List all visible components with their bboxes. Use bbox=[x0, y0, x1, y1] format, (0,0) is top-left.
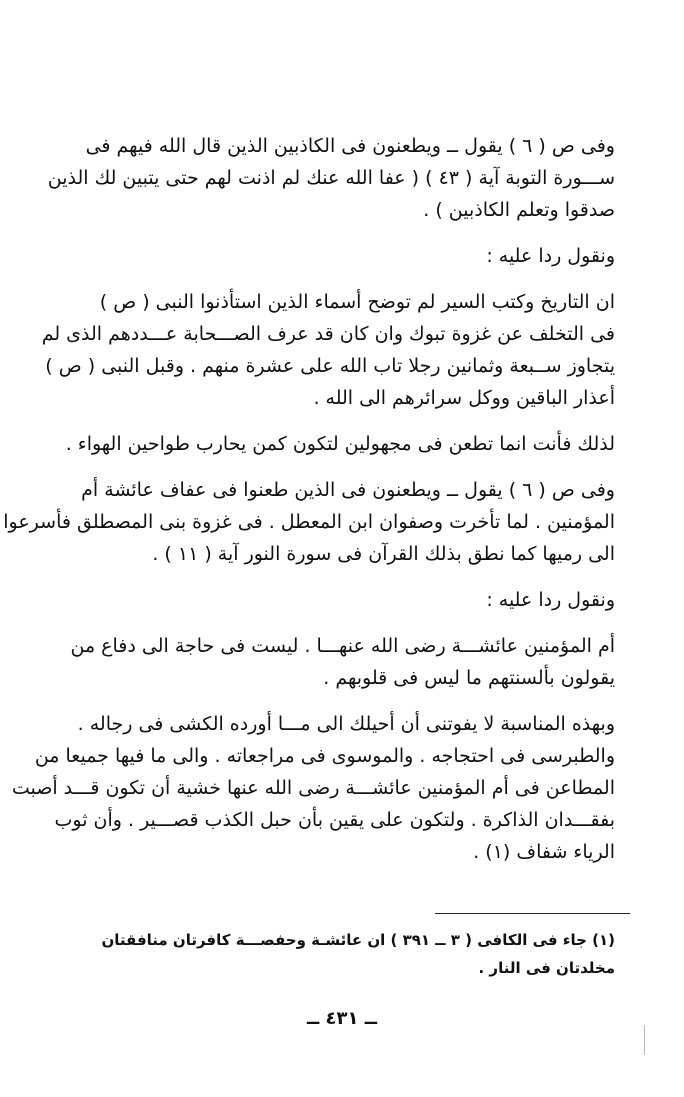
text-line: وفى ص ( ٦ ) يقول ــ ويطعنون فى الكاذبين الذين قال الله فيهم فى bbox=[85, 135, 615, 157]
text-line: الى رميها كما نطق بذلك القرآن فى سورة النور آية ( ١١ ) . bbox=[152, 543, 615, 565]
paragraph-2-reply-heading bbox=[70, 240, 615, 272]
text-line: ان التاريخ وكتب السير لم توضح أسماء الذين استأذنوا النبى ( ص ) bbox=[99, 291, 615, 313]
text-line: لذلك فأنت انما تطعن فى مجهولين لتكون كمن يحارب طواحين الهواء . bbox=[65, 433, 615, 455]
text-line: المطاعن فى أم المؤمنين عائشـــة رضى الله عنها خشية أن تكون قـــد أصبت bbox=[11, 777, 615, 799]
page-body bbox=[3, 130, 615, 882]
scan-edge-mark bbox=[644, 1025, 645, 1055]
footnote bbox=[70, 926, 615, 982]
text-line: المؤمنين . لما تأخرت وصفوان ابن المعطل . فى غزوة بنى المصطلق فأسرعوا bbox=[3, 511, 615, 533]
text-line: وفى ص ( ٦ ) يقول ــ ويطعنون فى الذين طعنوا فى عفاف عائشة أم bbox=[81, 479, 615, 501]
text-line: ونقول ردا عليه : bbox=[486, 589, 615, 611]
text-line: الرياء شفاف (١) . bbox=[473, 841, 615, 863]
paragraph-1 bbox=[47, 130, 615, 226]
text-line: صدقوا وتعلم الكاذبين ) . bbox=[423, 199, 615, 221]
paragraph-7 bbox=[70, 630, 615, 694]
text-line: ونقول ردا عليه : bbox=[486, 245, 615, 267]
paragraph-4 bbox=[65, 428, 615, 460]
paragraph-6-reply-heading bbox=[70, 584, 615, 616]
text-line: أعذار الباقين ووكل سرائرهم الى الله . bbox=[313, 387, 615, 409]
text-line: يقولون بألسنتهم ما ليس فى قلوبهم . bbox=[323, 667, 615, 689]
text-line: والطبرسى فى احتجاجه . والموسوى فى مراجعاته . والى ما فيها جميعا من bbox=[34, 745, 615, 767]
page-number: ــ ٤٣١ ــ bbox=[306, 1008, 378, 1029]
text-line: يتجاوز ســبعة وثمانين رجلا تاب الله على عشرة منهم . وقبل النبى ( ص ) bbox=[45, 355, 615, 377]
paragraph-3 bbox=[41, 286, 615, 414]
text-line: أم المؤمنين عائشـــة رضى الله عنهـــا . ليست فى حاجة الى دفاع من bbox=[70, 635, 615, 657]
text-line: بفقـــدان الذاكرة . ولتكون على يقين بأن حبل الكذب قصـــير . وأن ثوب bbox=[54, 809, 615, 831]
paragraph-5 bbox=[3, 474, 615, 570]
paragraph-8 bbox=[11, 708, 615, 868]
text-line: ســـورة التوبة آية ( ٤٣ ) ( عفا الله عنك لم اذنت لهم حتى يتبين لك الذين bbox=[47, 167, 615, 189]
footnote-divider bbox=[435, 913, 630, 914]
text-line: فى التخلف عن غزوة تبوك وان كان قد عرف الصـــحابة عـــددهم الذى لم bbox=[41, 323, 615, 345]
footnote-line: (١) جاء فى الكافى ( ٣ ــ ٣٩١ ) ان عائشـة وحفصـــة كافرتان منافقتان bbox=[101, 931, 615, 949]
text-line: وبهذه المناسبة لا يفوتنى أن أحيلك الى مـــا أورده الكشى فى رجاله . bbox=[77, 713, 615, 735]
footnote-line: مخلدتان فى النار . bbox=[478, 959, 615, 977]
